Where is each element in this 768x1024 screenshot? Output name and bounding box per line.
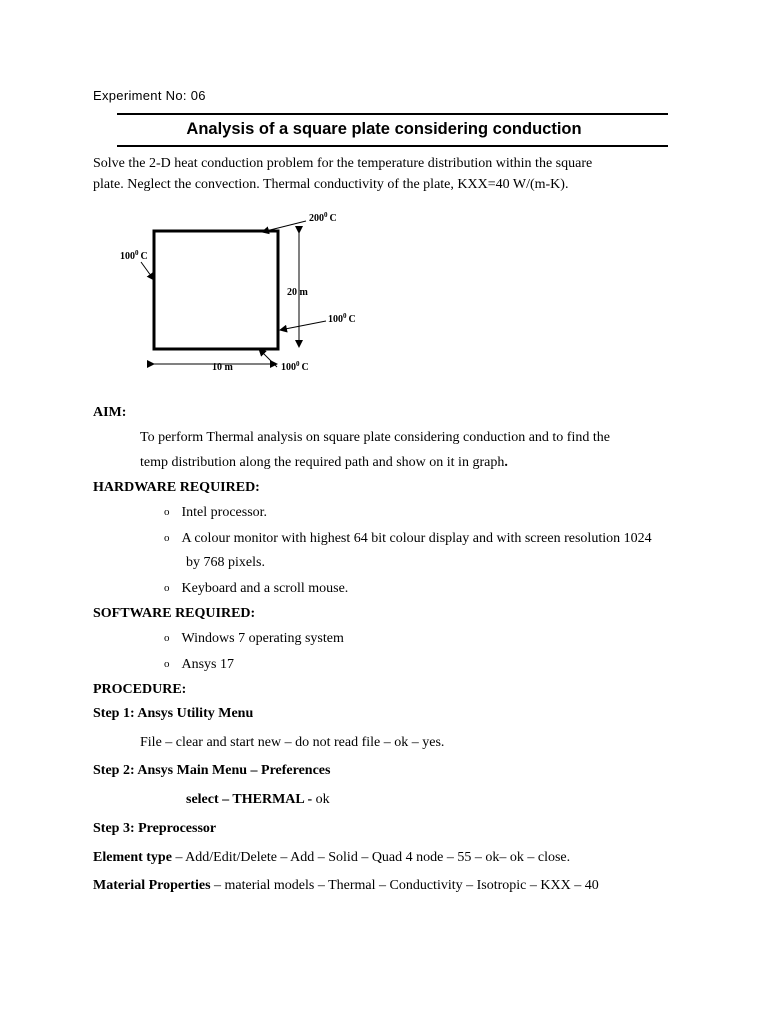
title-rule-top (117, 113, 668, 115)
page-title: Analysis of a square plate considering conduction (186, 120, 582, 138)
hardware-heading: HARDWARE REQUIRED: (93, 480, 260, 495)
element-type-line: Element type – Add/Edit/Delete – Add – Solid – Quad 4 node – 55 – ok– ok – close. (93, 850, 571, 865)
right-temp-label: $100^0$ C (328, 312, 356, 325)
experiment-number: Experiment No: 06 (93, 88, 206, 103)
step-2-text: select – THERMAL - ok (186, 792, 330, 807)
hardware-item-1: o Intel processor. (164, 505, 268, 520)
intro-line-2: plate. Neglect the convection. Thermal conductivity of the plate, KXX=40 W/(m-K). (93, 177, 569, 192)
step-3-heading: Step 3: Preprocessor (93, 821, 217, 836)
left-temp-label: $100^0$ C (120, 249, 148, 262)
software-item-1: o Windows 7 operating system (164, 631, 344, 646)
hardware-item-2: o A colour monitor with highest 64 bit colour display and with screen resolution 1024 (164, 531, 652, 546)
software-item-2: o Ansys 17 (164, 657, 235, 672)
step-2-heading: Step 2: Ansys Main Menu – Preferences (93, 763, 331, 778)
right-edge-arrow (280, 321, 326, 330)
aim-heading: AIM: (93, 405, 127, 420)
hardware-item-3: o Keyboard and a scroll mouse. (164, 581, 349, 596)
square-plate (154, 231, 278, 349)
width-dimension-label: 10 m (212, 362, 233, 373)
title-rule-bottom (117, 145, 668, 147)
top-edge-arrow (262, 221, 306, 232)
step-1-heading: Step 1: Ansys Utility Menu (93, 706, 254, 721)
aim-line-1: To perform Thermal analysis on square plate considering conduction and to find the (140, 430, 610, 445)
top-temp-label: $200^0$ C (309, 211, 337, 224)
procedure-heading: PROCEDURE: (93, 682, 187, 697)
plate-diagram (0, 200, 768, 385)
software-heading: SOFTWARE REQUIRED: (93, 606, 256, 621)
intro-line-1: Solve the 2-D heat conduction problem for the temperature distribution within the square (93, 156, 593, 171)
aim-line-2: temp distribution along the required path and show on it in graph. (140, 455, 508, 470)
step-1-text: File – clear and start new – do not read file – ok – yes. (140, 735, 445, 750)
left-edge-arrow (141, 262, 154, 280)
material-properties-line: Material Properties – material models – Thermal – Conductivity – Isotropic – KXX – 40 (93, 878, 599, 893)
hardware-item-2-continued: by 768 pixels. (186, 555, 265, 570)
height-dimension-label: 20 m (287, 287, 308, 298)
bottom-temp-label: $100^0$ C (281, 360, 309, 373)
